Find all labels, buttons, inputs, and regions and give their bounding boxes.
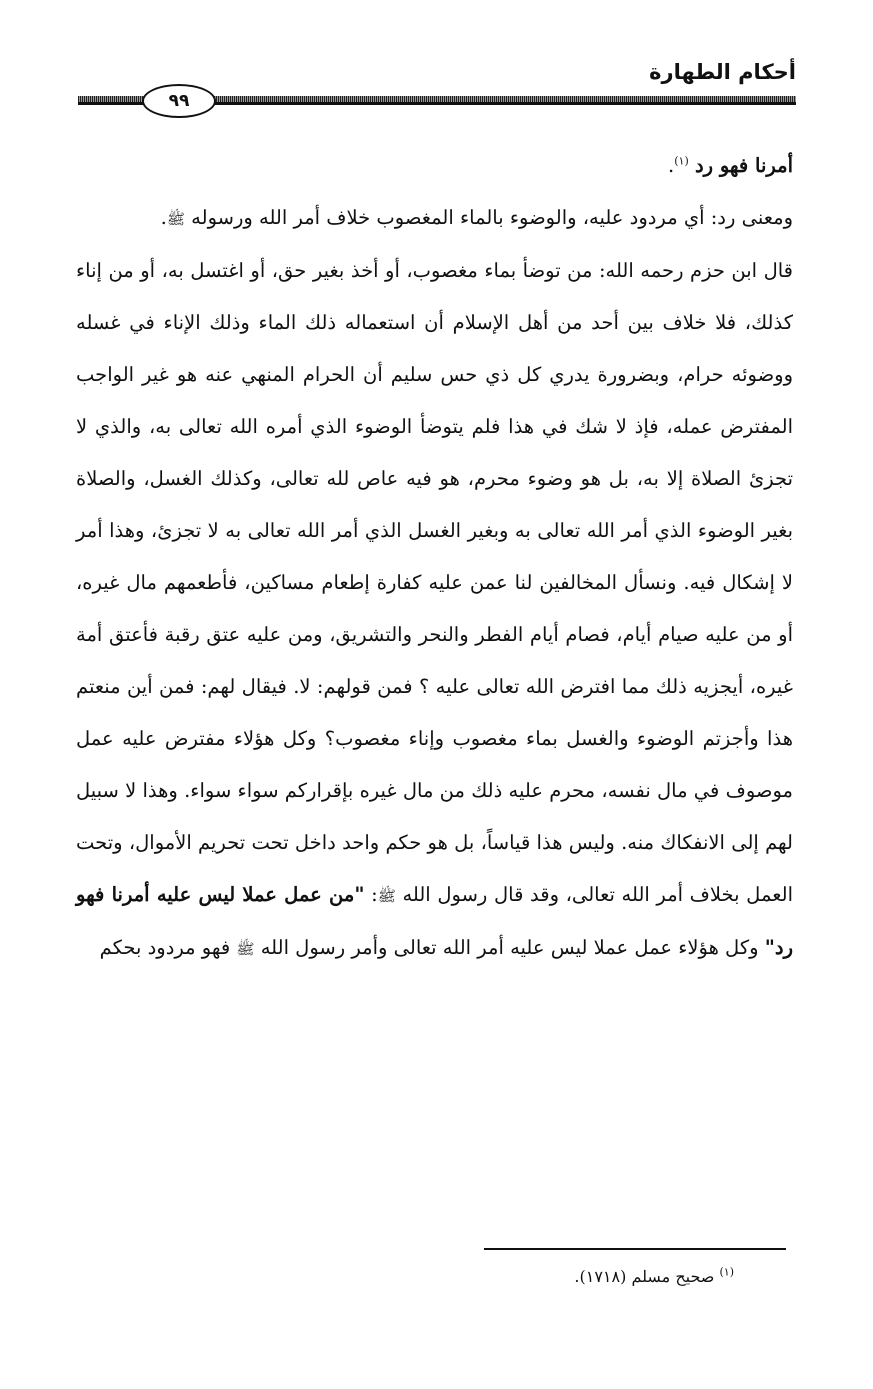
paragraph-1-end: .: [160, 206, 167, 229]
honorific-glyph: ﷺ: [236, 940, 255, 958]
footnote-divider: [484, 1248, 786, 1250]
honorific-glyph: ﷺ: [377, 887, 396, 905]
lead-text: أمرنا فهو رد: [694, 154, 793, 177]
paragraph-1: [76, 192, 793, 245]
paragraph-2-continuation: وكل هؤلاء عمل عملا ليس عليه أمر الله تعالى وأمر رسول الله: [260, 936, 765, 959]
quote-colon: :: [364, 883, 378, 906]
footnote-marker: (١): [674, 154, 689, 168]
running-title: أحكام الطهارة: [649, 60, 796, 84]
lead-paragraph: [76, 140, 793, 192]
honorific-glyph: ﷺ: [166, 210, 185, 228]
page-number: ٩٩: [142, 84, 216, 118]
hadith-quote: "من عمل عملا ليس عليه أمرنا فهو رد": [76, 883, 793, 959]
paragraph-1-text: ومعنى رد: أي مردود عليه، والوضوء بالماء المغصوب خلاف أمر الله ورسوله: [191, 206, 793, 229]
lead-end: .: [668, 154, 675, 177]
footnote-text: صحيح مسلم (١٧١٨).: [574, 1267, 715, 1286]
paragraph-2-text: قال ابن حزم رحمه الله: من توضأ بماء مغصوب، أو أخذ بغير حق، أو اغتسل به، أو من إناء كذلك، فلا خلاف بين أحد من أهل الإسلام أن استعماله ذلك الماء وذلك الإناء في غسله ووضوئه حرام، وبضرورة يدري كل ذي حس سليم أن الحرام المنهي عنه هو غير الواجب المفترض عمله، فإذ لا شك في هذا فلم يتوضأ الوضوء الذي أمره الله تعالى به، والذي لا تجزئ الصلاة إلا به، بل هو وضوء محرم، هو فيه عاص لله تعالى، وكذلك الغسل، والصلاة بغير الوضوء الذي أمر الله تعالى به وبغير الغسل الذي أمر الله تعالى به لا تجزئ، وهذا أمر لا إشكال فيه. ونسأل المخالفين لنا عمن عليه كفارة إطعام مساكين، فأطعمهم مال غيره، أو من عليه صيام أيام، فصام أيام الفطر والنحر والتشريق، ومن عليه عتق رقبة فأعتق أمة غيره، أيجزيه ذلك مما افترض الله تعالى عليه ؟ فمن قولهم: لا. فيقال لهم: فمن أين منعتم هذا وأجزتم الوضوء والغسل بماء مغصوب وإناء مغصوب؟ وكل هؤلاء مفترض عليه عمل موصوف في مال نفسه، محرم عليه ذلك من مال غيره بإقراركم سواء سواء. وهذا لا سبيل لهم إلى الانفكاك منه. وليس هذا قياساً، بل هو حكم واحد داخل تحت تحريم الأموال، وتحت العمل بخلاف أمر الله تعالى، وقد قال رسول الله: [76, 259, 793, 906]
page-header: [78, 58, 796, 118]
paragraph-2: [76, 245, 793, 975]
footnote-number: (١): [719, 1265, 734, 1279]
paragraph-2-tail: فهو مردود بحكم: [99, 936, 237, 959]
main-text: [76, 140, 793, 975]
footnote: [484, 1264, 734, 1290]
